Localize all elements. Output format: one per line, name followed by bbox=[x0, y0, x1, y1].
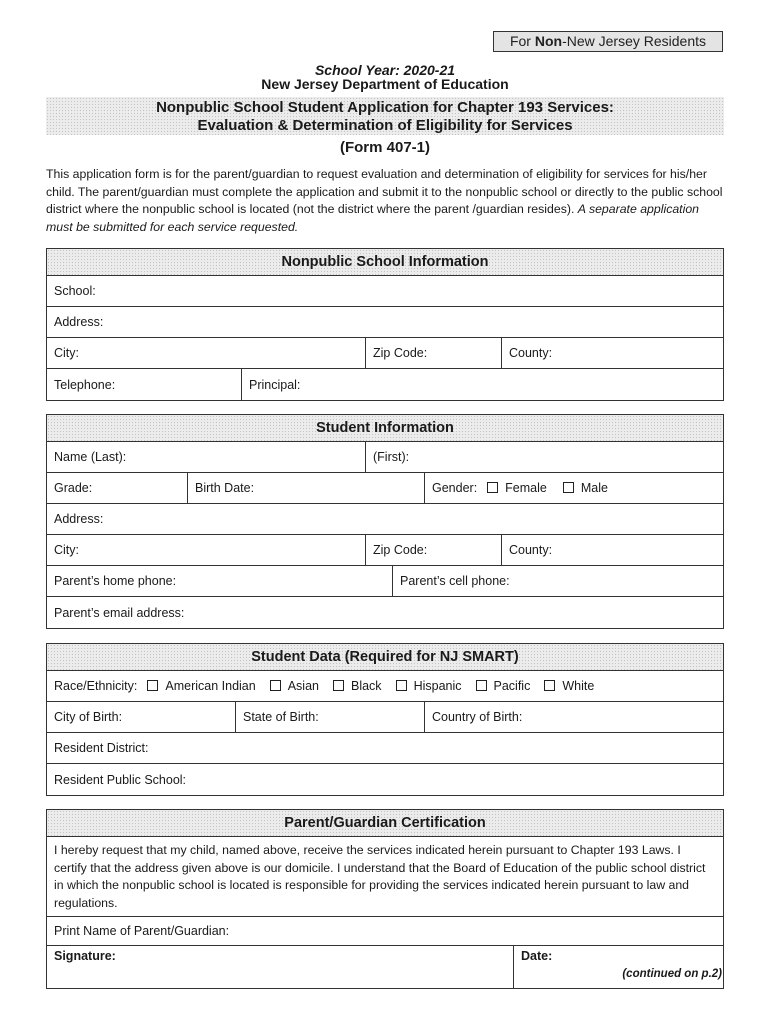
race-option-american-indian[interactable] bbox=[137, 679, 255, 693]
print-name-row bbox=[47, 917, 723, 946]
race-option-pacific[interactable] bbox=[466, 679, 531, 693]
nonpublic-heading: Nonpublic School Information bbox=[47, 249, 723, 276]
race-label: Race/Ethnicity: bbox=[54, 679, 138, 693]
male-label: Male bbox=[580, 481, 608, 495]
signature-field[interactable] bbox=[47, 946, 514, 988]
asian-checkbox[interactable] bbox=[270, 680, 281, 691]
student-address-field[interactable] bbox=[47, 504, 723, 534]
resident-school-label: Resident Public School: bbox=[54, 772, 187, 787]
certification-section bbox=[46, 809, 724, 989]
asian-label: Asian bbox=[287, 679, 319, 693]
resident-school-field[interactable] bbox=[47, 764, 723, 795]
print-name-label: Print Name of Parent/Guardian: bbox=[54, 924, 230, 938]
school-year: School Year: 2020-21 bbox=[314, 62, 456, 78]
student-city-row bbox=[47, 535, 723, 566]
student-city-label: City: bbox=[54, 543, 79, 557]
gender-field bbox=[425, 473, 723, 503]
principal-field[interactable] bbox=[242, 369, 723, 400]
city-of-birth-field[interactable] bbox=[47, 702, 236, 732]
white-label: White bbox=[562, 679, 595, 693]
grade-row bbox=[47, 473, 723, 504]
phone-row bbox=[47, 566, 723, 597]
school-row bbox=[47, 276, 723, 307]
county-label: County: bbox=[509, 346, 553, 360]
signature-label: Signature: bbox=[54, 949, 116, 963]
continued-note: (continued on p.2) bbox=[622, 968, 722, 980]
country-of-birth-label: Country of Birth: bbox=[432, 710, 523, 724]
student-city-field[interactable] bbox=[47, 535, 366, 565]
city-label: City: bbox=[54, 346, 79, 360]
nonpublic-school-section bbox=[46, 248, 724, 401]
student-heading: Student Information bbox=[47, 415, 723, 442]
email-field[interactable] bbox=[47, 597, 723, 628]
hispanic-label: Hispanic bbox=[413, 679, 462, 693]
city-of-birth-label: City of Birth: bbox=[54, 710, 123, 724]
county-field[interactable] bbox=[502, 338, 723, 368]
student-data-section bbox=[46, 643, 724, 796]
address-row bbox=[47, 307, 723, 338]
form-number: (Form 407-1) bbox=[339, 139, 431, 156]
print-name-field[interactable] bbox=[47, 917, 723, 945]
school-label: School: bbox=[54, 284, 96, 298]
cell-phone-label: Parent’s cell phone: bbox=[400, 574, 510, 588]
black-label: Black bbox=[350, 679, 382, 693]
student-data-heading: Student Data (Required for NJ SMART) bbox=[47, 644, 723, 671]
pacific-checkbox[interactable] bbox=[476, 680, 487, 691]
male-checkbox[interactable] bbox=[563, 482, 574, 493]
birth-date-label: Birth Date: bbox=[195, 481, 255, 495]
last-name-label: Name (Last): bbox=[54, 450, 127, 464]
country-of-birth-field[interactable] bbox=[425, 702, 723, 732]
form-title-line1: Nonpublic School Student Application for Chapter 193 Services: bbox=[156, 99, 614, 116]
student-county-field[interactable] bbox=[502, 535, 723, 565]
student-zip-label: Zip Code: bbox=[373, 543, 428, 557]
student-zip-field[interactable] bbox=[366, 535, 502, 565]
date-field[interactable] bbox=[514, 946, 723, 988]
state-of-birth-field[interactable] bbox=[236, 702, 425, 732]
american-indian-checkbox[interactable] bbox=[147, 680, 158, 691]
date-label: Date: bbox=[521, 949, 553, 963]
birth-date-field[interactable] bbox=[188, 473, 425, 503]
telephone-label: Telephone: bbox=[54, 377, 116, 392]
address-field[interactable] bbox=[47, 307, 723, 337]
zip-label: Zip Code: bbox=[373, 346, 428, 360]
certification-text: I hereby request that my child, named above, receive the services indicated herein pursuant to Chapter 193 Laws. I certify that the address given above is our domicile. I understand that the Board of Education of the public school district in which the nonpublic school is located is responsible for providing the services indicated herein pursuant to law and regulations. bbox=[47, 837, 723, 917]
hispanic-checkbox[interactable] bbox=[396, 680, 407, 691]
residency-prefix: For bbox=[509, 33, 535, 49]
first-name-field[interactable] bbox=[366, 442, 723, 472]
form-title bbox=[46, 97, 724, 135]
race-option-white[interactable] bbox=[534, 679, 594, 693]
grade-label: Grade: bbox=[54, 481, 93, 495]
home-phone-field[interactable] bbox=[47, 566, 393, 596]
race-option-black[interactable] bbox=[323, 679, 382, 693]
intro-text: This application form is for the parent/guardian to request evaluation and determination of eligibility for services for his/her child. The parent/guardian must complete the application and submit it to the nonpublic school or directly to the public school district where the nonpublic school is located (not the district where the parent /guardian resides). bbox=[46, 167, 723, 216]
white-checkbox[interactable] bbox=[544, 680, 555, 691]
city-field[interactable] bbox=[47, 338, 366, 368]
student-address-row bbox=[47, 504, 723, 535]
gender-label: Gender: bbox=[432, 481, 478, 495]
intro-paragraph bbox=[46, 166, 726, 236]
first-name-label: (First): bbox=[373, 450, 410, 464]
residency-badge bbox=[493, 31, 723, 52]
certification-heading: Parent/Guardian Certification bbox=[47, 810, 723, 837]
student-address-label: Address: bbox=[54, 512, 104, 526]
female-label: Female bbox=[505, 481, 547, 495]
signature-row bbox=[47, 946, 723, 988]
intro-italic: A separate application must be submitted for each service requested. bbox=[46, 202, 700, 234]
grade-field[interactable] bbox=[47, 473, 188, 503]
race-option-hispanic[interactable] bbox=[386, 679, 462, 693]
principal-label: Principal: bbox=[249, 377, 301, 392]
race-field bbox=[47, 671, 723, 701]
telephone-row bbox=[47, 369, 723, 400]
student-info-section bbox=[46, 414, 724, 629]
residency-suffix: -New Jersey Residents bbox=[562, 33, 707, 49]
zip-field[interactable] bbox=[366, 338, 502, 368]
female-checkbox[interactable] bbox=[487, 482, 498, 493]
black-checkbox[interactable] bbox=[333, 680, 344, 691]
cell-phone-field[interactable] bbox=[393, 566, 723, 596]
form-title-line2: Evaluation & Determination of Eligibility for Services bbox=[197, 117, 573, 134]
race-row bbox=[47, 671, 723, 702]
last-name-field[interactable] bbox=[47, 442, 366, 472]
residency-bold: Non bbox=[534, 33, 563, 49]
american-indian-label: American Indian bbox=[165, 679, 256, 693]
student-county-label: County: bbox=[509, 543, 553, 557]
department-name: New Jersey Department of Education bbox=[261, 76, 509, 92]
resident-district-field[interactable] bbox=[47, 733, 723, 763]
name-row bbox=[47, 442, 723, 473]
address-label: Address: bbox=[54, 315, 104, 329]
birthplace-row bbox=[47, 702, 723, 733]
school-field[interactable] bbox=[47, 276, 723, 306]
state-of-birth-label: State of Birth: bbox=[243, 710, 319, 724]
resident-district-label: Resident District: bbox=[54, 741, 149, 755]
telephone-field[interactable] bbox=[47, 369, 242, 400]
resident-district-row bbox=[47, 733, 723, 764]
pacific-label: Pacific bbox=[493, 679, 531, 693]
email-row bbox=[47, 597, 723, 628]
email-label: Parent’s email address: bbox=[54, 605, 185, 620]
race-option-asian[interactable] bbox=[260, 679, 319, 693]
home-phone-label: Parent’s home phone: bbox=[54, 574, 177, 588]
city-row bbox=[47, 338, 723, 369]
resident-school-row bbox=[47, 764, 723, 795]
